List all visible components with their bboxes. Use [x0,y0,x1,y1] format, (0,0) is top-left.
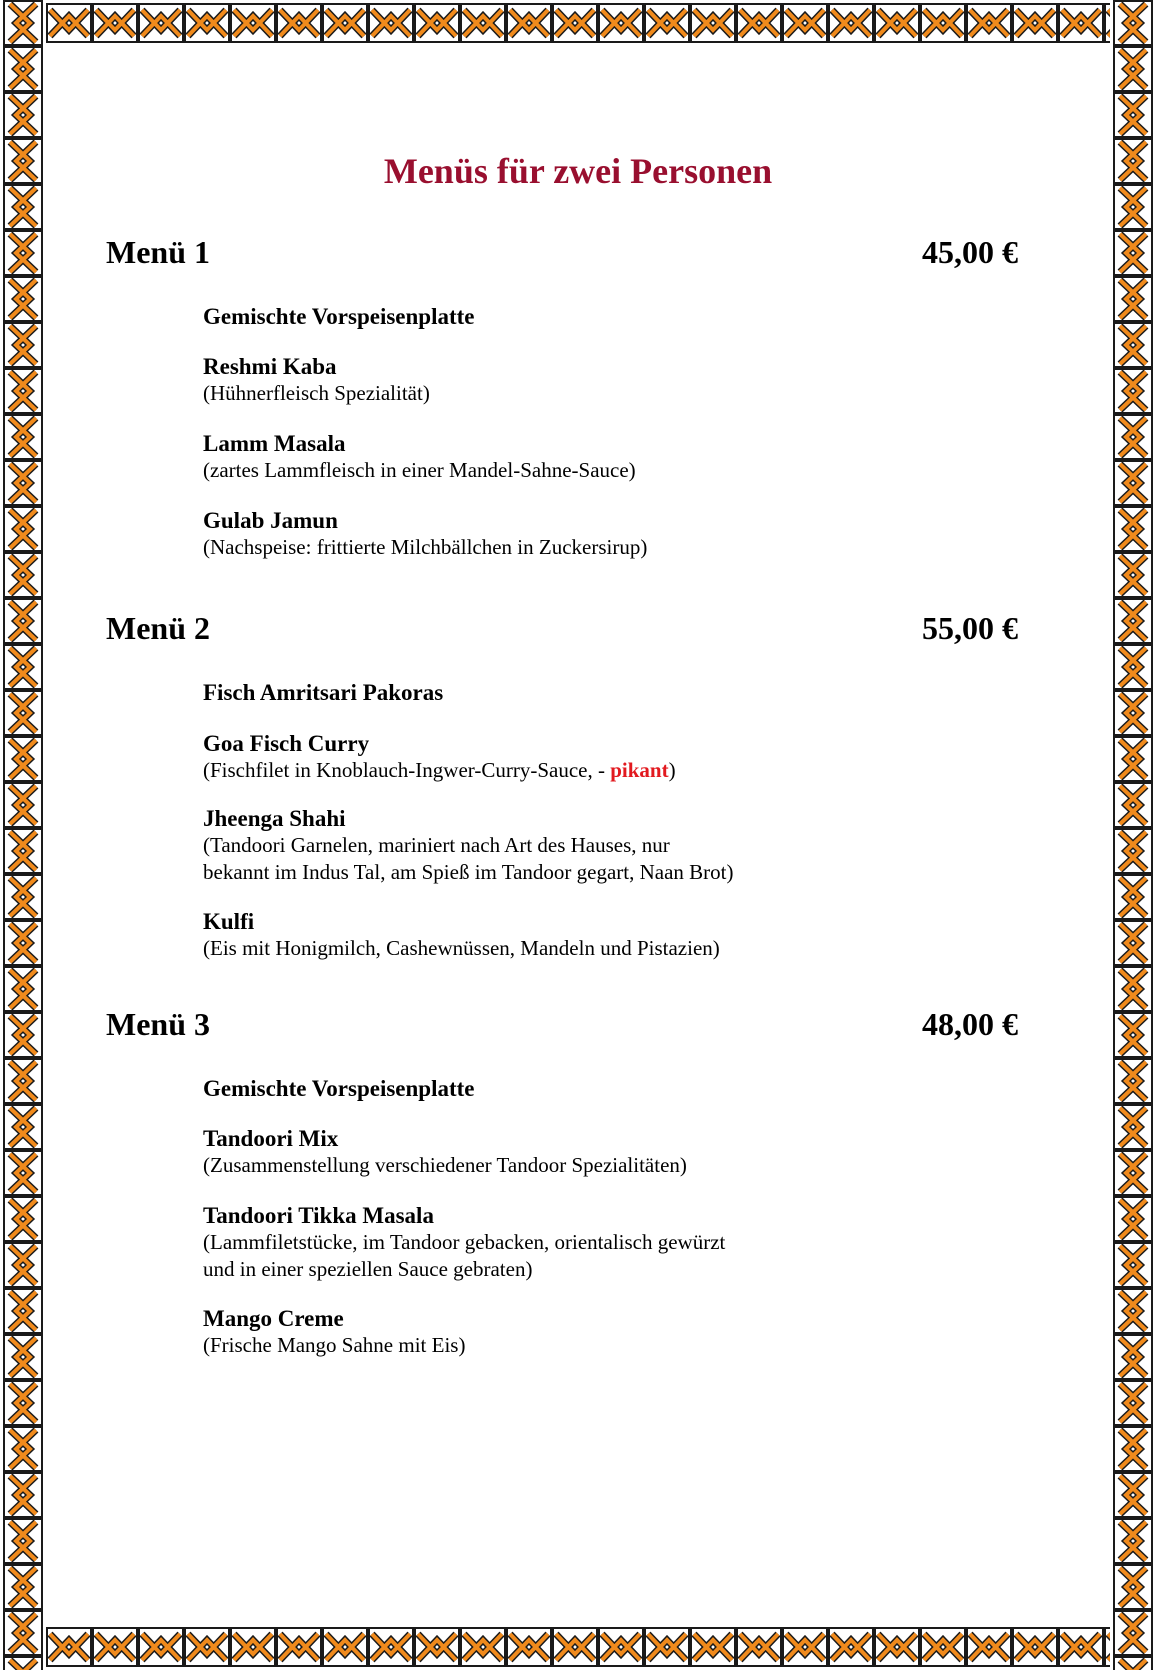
dish-name: Gulab Jamun [203,508,338,533]
dish-item [203,508,883,561]
menu-name: Menü 1 [106,234,210,270]
dish-name: Tandoori Mix [203,1126,339,1151]
dish-item [203,1126,883,1179]
dish-item [203,806,883,886]
dish-item [203,431,883,484]
page-title: Menüs für zwei Personen [383,151,773,191]
dish-name: Reshmi Kaba [203,354,337,379]
decorative-border-right [1110,0,1156,1670]
dish-item [203,909,883,962]
dish-item [203,1203,883,1283]
menu-name: Menü 2 [106,610,210,646]
menu-price: 55,00 € [922,610,1018,646]
spicy-label: pikant [610,758,669,782]
dish-item [203,680,883,706]
dish-description: (Nachspeise: frittierte Milchbällchen in Zuckersirup) [203,535,648,559]
dish-description: (Tandoori Garnelen, mariniert nach Art des Hauses, nur [203,833,670,857]
menu-price: 48,00 € [922,1006,1018,1042]
dish-name: Tandoori Tikka Masala [203,1203,434,1228]
dish-item [203,304,883,330]
dish-description: (Frische Mango Sahne mit Eis) [203,1333,466,1357]
menu-price: 45,00 € [922,234,1018,270]
dish-name: Jheenga Shahi [203,806,346,831]
decorative-border-top [0,0,1156,46]
dish-description: (Eis mit Honigmilch, Cashewnüssen, Mandeln und Pistazien) [203,936,720,960]
menu-name: Menü 3 [106,1006,210,1042]
dish-description: (Lammfiletstücke, im Tandoor gebacken, orientalisch gewürzt [203,1230,726,1254]
dish-name: Kulfi [203,909,255,934]
decorative-border-bottom [0,1624,1156,1670]
dish-description: und in einer speziellen Sauce gebraten) [203,1257,533,1281]
dish-name: Gemischte Vorspeisenplatte [203,1076,475,1101]
dish-item [203,1076,883,1102]
dish-description: (Fischfilet in Knoblauch-Ingwer-Curry-Sauce, - pikant) [203,758,676,782]
dish-name: Fisch Amritsari Pakoras [203,680,444,705]
dish-name: Goa Fisch Curry [203,731,370,756]
dish-description: (zartes Lammfleisch in einer Mandel-Sahne-Sauce) [203,458,636,482]
dish-description: (Zusammenstellung verschiedener Tandoor Spezialitäten) [203,1153,687,1177]
dish-description: bekannt im Indus Tal, am Spieß im Tandoor gegart, Naan Brot) [203,860,734,884]
dish-item [203,731,883,784]
dish-name: Gemischte Vorspeisenplatte [203,304,475,329]
dish-item [203,1306,883,1359]
decorative-border-left [0,0,46,1670]
dish-description: (Hühnerfleisch Spezialität) [203,381,430,405]
dish-item [203,354,883,407]
dish-name: Lamm Masala [203,431,346,456]
dish-name: Mango Creme [203,1306,344,1331]
